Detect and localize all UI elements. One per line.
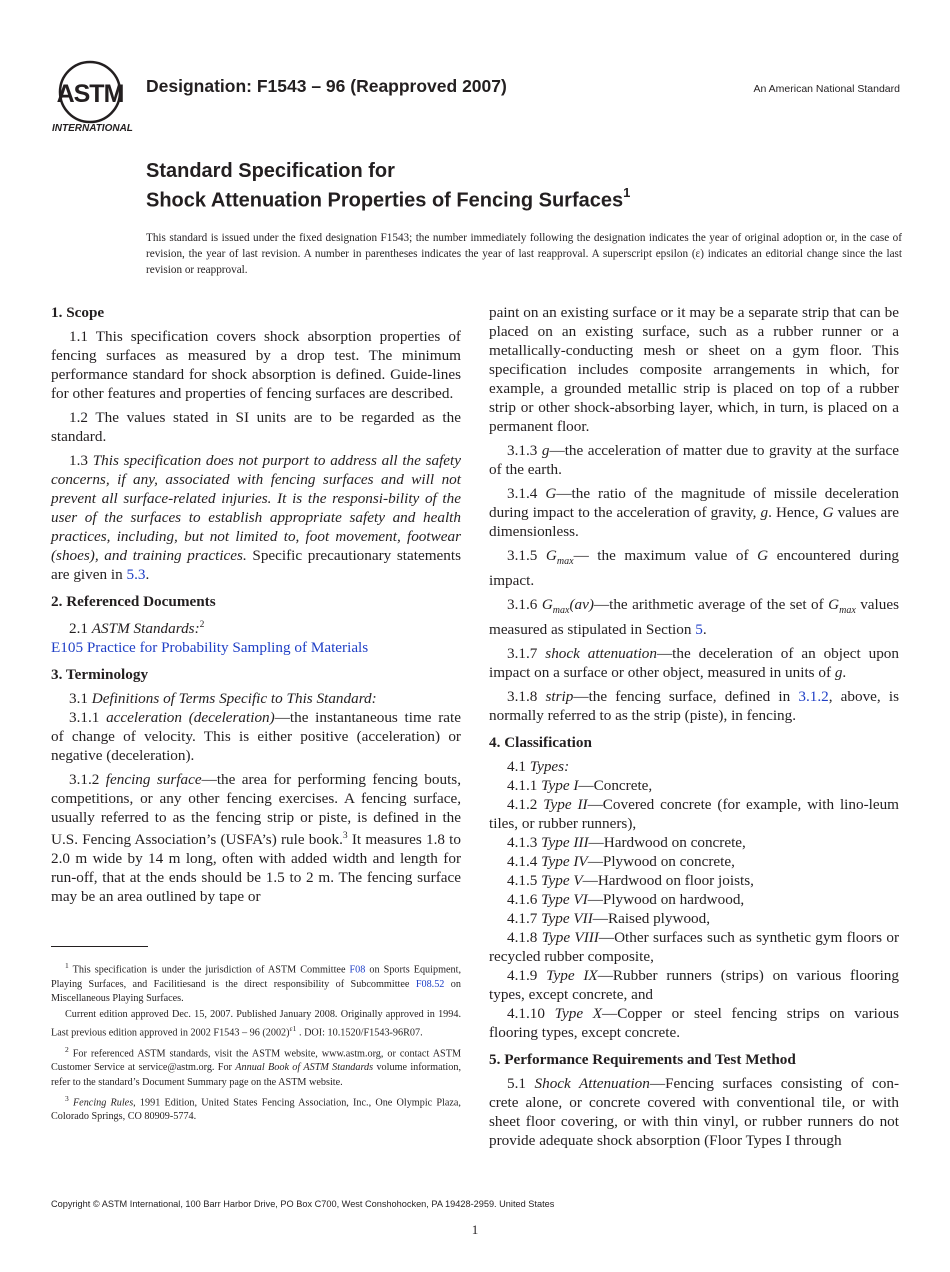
reference-e105 — [51, 638, 461, 657]
title-line-1: Standard Specification for — [146, 160, 395, 182]
link-e105-title[interactable]: Practice for Probability Sampling of Materials — [86, 639, 369, 657]
para-4-1: 4.1 Types: — [507, 758, 570, 776]
para-4-1-4: 4.1.4 Type IV—Plywood on concrete, — [507, 853, 735, 871]
footnote-2: $^2$ For referenced ASTM standards, visit the ASTM website, www.astm.org, or contact ASTM Customer Service at service@astm.org. For Annual Book of ASTM Standards volume information, refer to the standard’s Document Summary page on the ASTM website. — [51, 1044, 461, 1088]
para-1-2: 1.2 The values stated in SI units are to be regarded as the standard. — [51, 409, 461, 445]
section-heading-performance: 5. Performance Requirements and Test Method — [489, 1051, 796, 1069]
right-column — [489, 303, 899, 1155]
para-1-3: 1.3 This specification does not purport to address all the safety concerns, if any, associated with fencing surfaces and will not prevent all surface-related injuries. It is the responsi-bility of the user of the surfaces to establish appropriate safety and health practices, including, but not limited to, foot movement, footwear (shoes), and training practices. Specific precautionary statements are given in 5.3. — [51, 452, 462, 583]
footnote-3: $^3$ Fencing Rules, 1991 Edition, United States Fencing Association, Inc., One Olympic Plaza, Colorado Springs, CO 80909-5774. — [51, 1093, 461, 1123]
para-3-1-5: 3.1.5 $G_{max}—$ the maximum value of G encountered during impact. — [489, 547, 900, 590]
footnote-divider — [51, 946, 148, 947]
para-3-1-1: 3.1.1 acceleration (deceleration)—the instantaneous time rate of change of velocity. This is either positive (acceleration) or negative (deceleration). — [51, 709, 461, 765]
para-4-1-3: 4.1.3 Type III—Hardwood on concrete, — [507, 834, 746, 852]
para-3-1-7: 3.1.7 shock attenuation—the deceleration of an object upon impact on a surface or other object, measured in units of g. — [489, 645, 899, 682]
link-3-1-2[interactable]: 3.1.2 — [798, 688, 829, 706]
para-1-1: 1.1 This specification covers shock absorption properties of fencing surfaces as measured by a drop test. The minimum performance standard for shock absorption is defined. Guide-lines for other features and properties of fencing surfaces are described. — [51, 328, 461, 402]
national-standard-label: An American National Standard — [753, 83, 900, 95]
title-footnote-mark: 1 — [623, 185, 631, 200]
section-heading-referenced: 2. Referenced Documents — [51, 593, 216, 610]
document-title — [146, 160, 630, 213]
para-3-1-2-continued: paint on an existing surface or it may be a separate strip that can be placed on an existing surface, such as a rubber runner or a metallically-conducting mesh or sheet on a gym floor. This specification includes composite arrangements in which, for example, a grounded metallic strip is placed on top of a rubber strip or other shock-absorbing layer, which, in turn, is placed on a permanent floor. — [489, 304, 899, 435]
footnote-1-edition: Current edition approved Dec. 15, 2007. Published January 2008. Originally approved in 1994. Last previous edition approved in 2002 F1543 – 96 $(2002)^{\varepsilon 1}$ . DOI: 10.1520/F1543-96R07. — [51, 1009, 461, 1039]
link-section-5[interactable]: 5 — [695, 621, 703, 639]
para-3-1: 3.1 Definitions of Terms Specific to This Standard: — [69, 690, 377, 708]
copyright-notice: Copyright © ASTM International, 100 Barr Harbor Drive, PO Box C700, West Conshohocken, PA 19428-2959. United States — [51, 1199, 555, 1209]
para-4-1-10: 4.1.10 Type X—Copper or steel fencing strips on various flooring types, except concrete. — [489, 1005, 899, 1042]
para-5-1: 5.1 Shock Attenuation—Fencing surfaces consisting of con-crete alone, or concrete covered with conventional tile, or with sheet floor covering, or with thin vinyl, or rubber runners do not provide adequate shock absorption (Floor Types I through — [489, 1075, 900, 1150]
para-4-1-6: 4.1.6 Type VI—Plywood on hardwood, — [507, 891, 745, 909]
link-e105[interactable]: E105 — [51, 639, 84, 657]
link-f08-52[interactable]: F08.52 — [415, 978, 445, 990]
page-number: 1 — [471, 1222, 479, 1237]
para-3-1-2: 3.1.2 fencing surface—the area for performing fencing bouts, competitions, or any other fencing exercises. A fencing surface, usually referred to as the fencing strip or piste, is defined in the U.S. Fencing Association’s (USFA’s) rule book.$^3$ It measures 1.8 to 2.0 m wide by 14 m long, often with added width and length for run-off, that at the ends should be 1.5 to 2 m. The fencing surface may be an area outlined by tape or — [51, 771, 461, 906]
section-heading-terminology: 3. Terminology — [51, 666, 149, 684]
footnotes — [51, 959, 461, 1127]
left-column — [51, 303, 461, 911]
logo-text: ASTM — [56, 80, 124, 108]
para-3-1-4: 3.1.4 G—the ratio of the magnitude of missile deceleration during impact to the acceleration of gravity, g. Hence, G values are dimensionless. — [489, 485, 899, 540]
para-3-1-6: 3.1.6 $G_{max}(av)—the$ arithmetic average of the set of $G_{max}$ values measured as stipulated in Section 5. — [489, 596, 900, 639]
para-2-1: 2.1 ASTM Standards:$^2$ — [69, 620, 205, 638]
para-4-1-9: 4.1.9 Type IX—Rubber runners (strips) on various flooring types, except concrete, and — [489, 967, 899, 1004]
section-heading-scope: 1. Scope — [51, 304, 105, 321]
designation: Designation: F1543 – 96 (Reapproved 2007) — [146, 76, 507, 96]
intro-paragraph: This standard is issued under the fixed designation F1543; the number immediately following the designation indicates the year of original adoption or, in the case of revision, the year of last revision. A number in parentheses indicates the year of last reapproval. A superscript epsilon (ε) indicates an editorial change since the last revision or reapproval. — [146, 232, 902, 276]
para-4-1-2: 4.1.2 Type II—Covered concrete (for example, with lino-leum tiles, or rubber runners), — [489, 796, 899, 833]
para-3-1-3: 3.1.3 g—the acceleration of matter due to gravity at the surface of the earth. — [489, 442, 900, 478]
footnote-1: $^1$ This specification is under the jurisdiction of ASTM Committee F08 on Sports Equipment, Playing Surfaces, and Facilitiesand is the direct responsibility of Subcommittee F08.52 on Miscellaneous Playing Surfaces. — [51, 961, 461, 1004]
para-4-1-5: 4.1.5 Type V—Hardwood on floor joists, — [507, 872, 754, 890]
para-4-1-8: 4.1.8 Type VIII—Other surfaces such as synthetic gym floors or recycled rubber composite, — [489, 929, 900, 966]
para-3-1-8: 3.1.8 strip—the fencing surface, defined in 3.1.2, above, is normally referred to as the strip (piste), in fencing. — [489, 688, 899, 725]
logo-subtext: INTERNATIONAL — [52, 123, 133, 134]
link-5-3[interactable]: 5.3 — [126, 566, 146, 583]
astm-logo — [52, 58, 136, 134]
section-heading-classification: 4. Classification — [489, 734, 592, 752]
para-4-1-7: 4.1.7 Type VII—Raised plywood, — [507, 910, 711, 928]
link-f08[interactable]: F08 — [349, 964, 366, 976]
para-4-1-1: 4.1.1 Type I—Concrete, — [507, 777, 653, 795]
title-line-2: Shock Attenuation Properties of Fencing Surfaces$^1$ — [146, 185, 631, 212]
